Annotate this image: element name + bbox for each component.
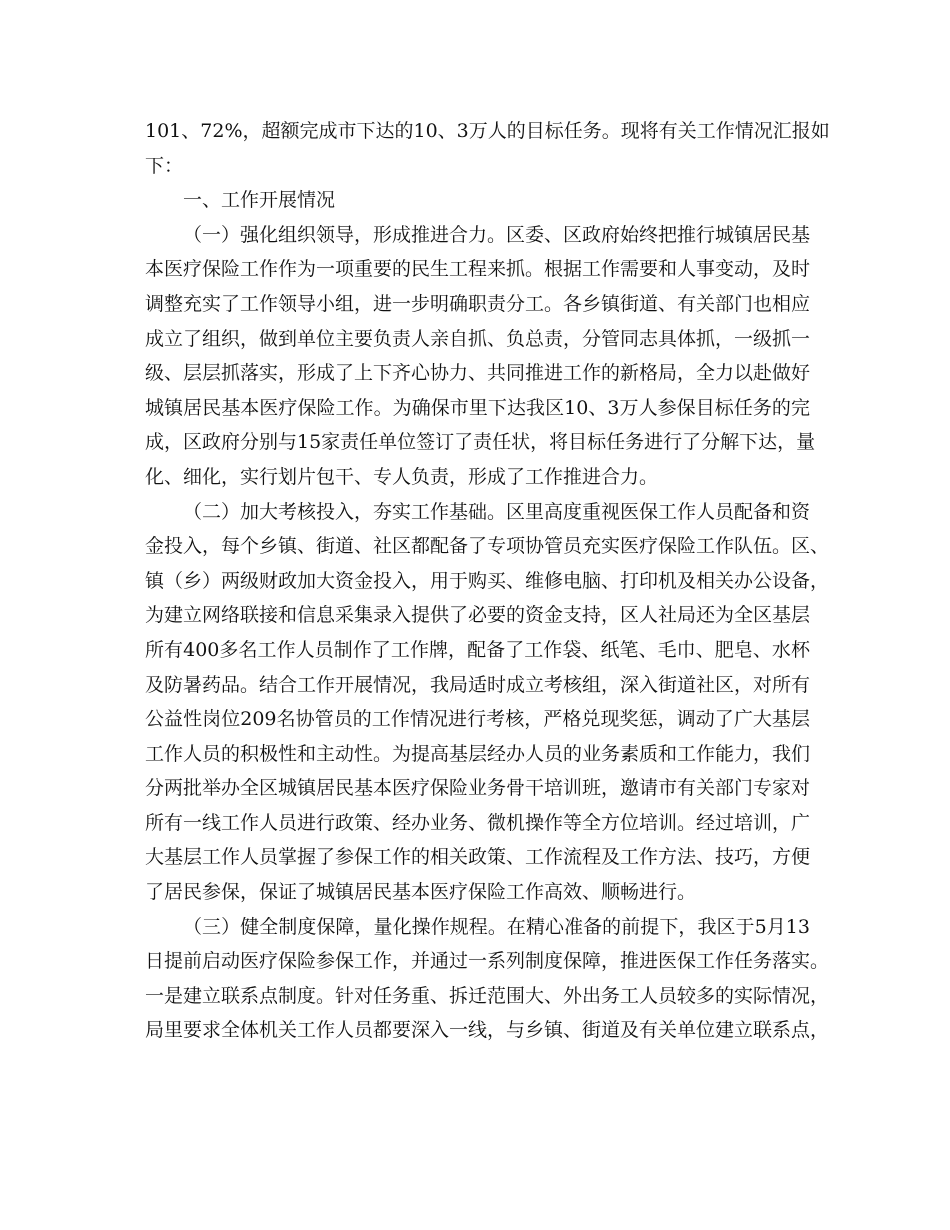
document-text-line: 城镇居民基本医疗保险工作。为确保市里下达我区10、3万人参保目标任务的完 [145, 396, 810, 419]
document-text-line: 镇（乡）两级财政加大资金投入，用于购买、维修电脑、打印机及相关办公设备， [145, 569, 830, 592]
document-text-line: 成，区政府分别与15家责任单位签订了责任状，将目标任务进行了分解下达，量 [145, 431, 816, 454]
document-text-line: 所有400多名工作人员制作了工作牌，配备了工作袋、纸笔、毛巾、肥皂、水杯 [145, 638, 810, 661]
document-text-line: 日提前启动医疗保险参保工作，并通过一系列制度保障，推进医保工作任务落实。 [145, 950, 830, 973]
document-text-line: 及防暑药品。结合工作开展情况，我局适时成立考核组，深入街道社区，对所有 [145, 673, 811, 696]
document-text-line: 公益性岗位209名协管员的工作情况进行考核，严格兑现奖惩，调动了广大基层 [145, 708, 810, 731]
document-body [145, 114, 830, 1048]
document-text-line: 了居民参保，保证了城镇居民基本医疗保险工作高效、顺畅进行。 [145, 881, 697, 904]
document-text-line: 工作人员的积极性和主动性。为提高基层经办人员的业务素质和工作能力，我们 [145, 742, 811, 765]
document-text-line: 一、工作开展情况 [183, 189, 336, 212]
document-text-line: （三）健全制度保障，量化操作规程。在精心准备的前提下，我区于5月13 [183, 915, 810, 938]
document-text-line: 大基层工作人员掌握了参保工作的相关政策、工作流程及工作方法、技巧，方便 [145, 846, 811, 869]
document-text-line: （二）加大考核投入，夯实工作基础。区里高度重视医保工作人员配备和资 [183, 500, 811, 523]
document-text-line: 级、层层抓落实，形成了上下齐心协力、共同推进工作的新格局，全力以赴做好 [145, 362, 811, 385]
document-text-line: 分两批举办全区城镇居民基本医疗保险业务骨干培训班，邀请市有关部门专家对 [145, 777, 811, 800]
document-text-line: 调整充实了工作领导小组，进一步明确职责分工。各乡镇街道、有关部门也相应 [145, 292, 811, 315]
document-text-line: 局里要求全体机关工作人员都要深入一线，与乡镇、街道及有关单位建立联系点， [145, 1019, 830, 1042]
document-text-line: 本医疗保险工作作为一项重要的民生工程来抓。根据工作需要和人事变动，及时 [145, 258, 811, 281]
document-text-line: 为建立网络联接和信息采集录入提供了必要的资金支持，区人社局还为全区基层 [145, 604, 811, 627]
document-text-line: 成立了组织，做到单位主要负责人亲自抓、负总责，分管同志具体抓，一级抓一 [145, 327, 811, 350]
document-text-line: 一是建立联系点制度。针对任务重、拆迁范围大、外出务工人员较多的实际情况， [145, 984, 830, 1007]
document-text-line: 化、细化，实行划片包干、专人负责，形成了工作推进合力。 [145, 465, 659, 488]
document-text-line: 下： [145, 154, 184, 177]
document-text-line: 101、72%，超额完成市下达的10、3万人的目标任务。现将有关工作情况汇报如 [145, 120, 830, 142]
document-text-line: （一）强化组织领导，形成推进合力。区委、区政府始终把推行城镇居民基 [183, 223, 811, 246]
document-text-line: 所有一线工作人员进行政策、经办业务、微机操作等全方位培训。经过培训，广 [145, 811, 811, 834]
document-text-line: 金投入，每个乡镇、街道、社区都配备了专项协管员充实医疗保险工作队伍。区、 [145, 535, 830, 558]
